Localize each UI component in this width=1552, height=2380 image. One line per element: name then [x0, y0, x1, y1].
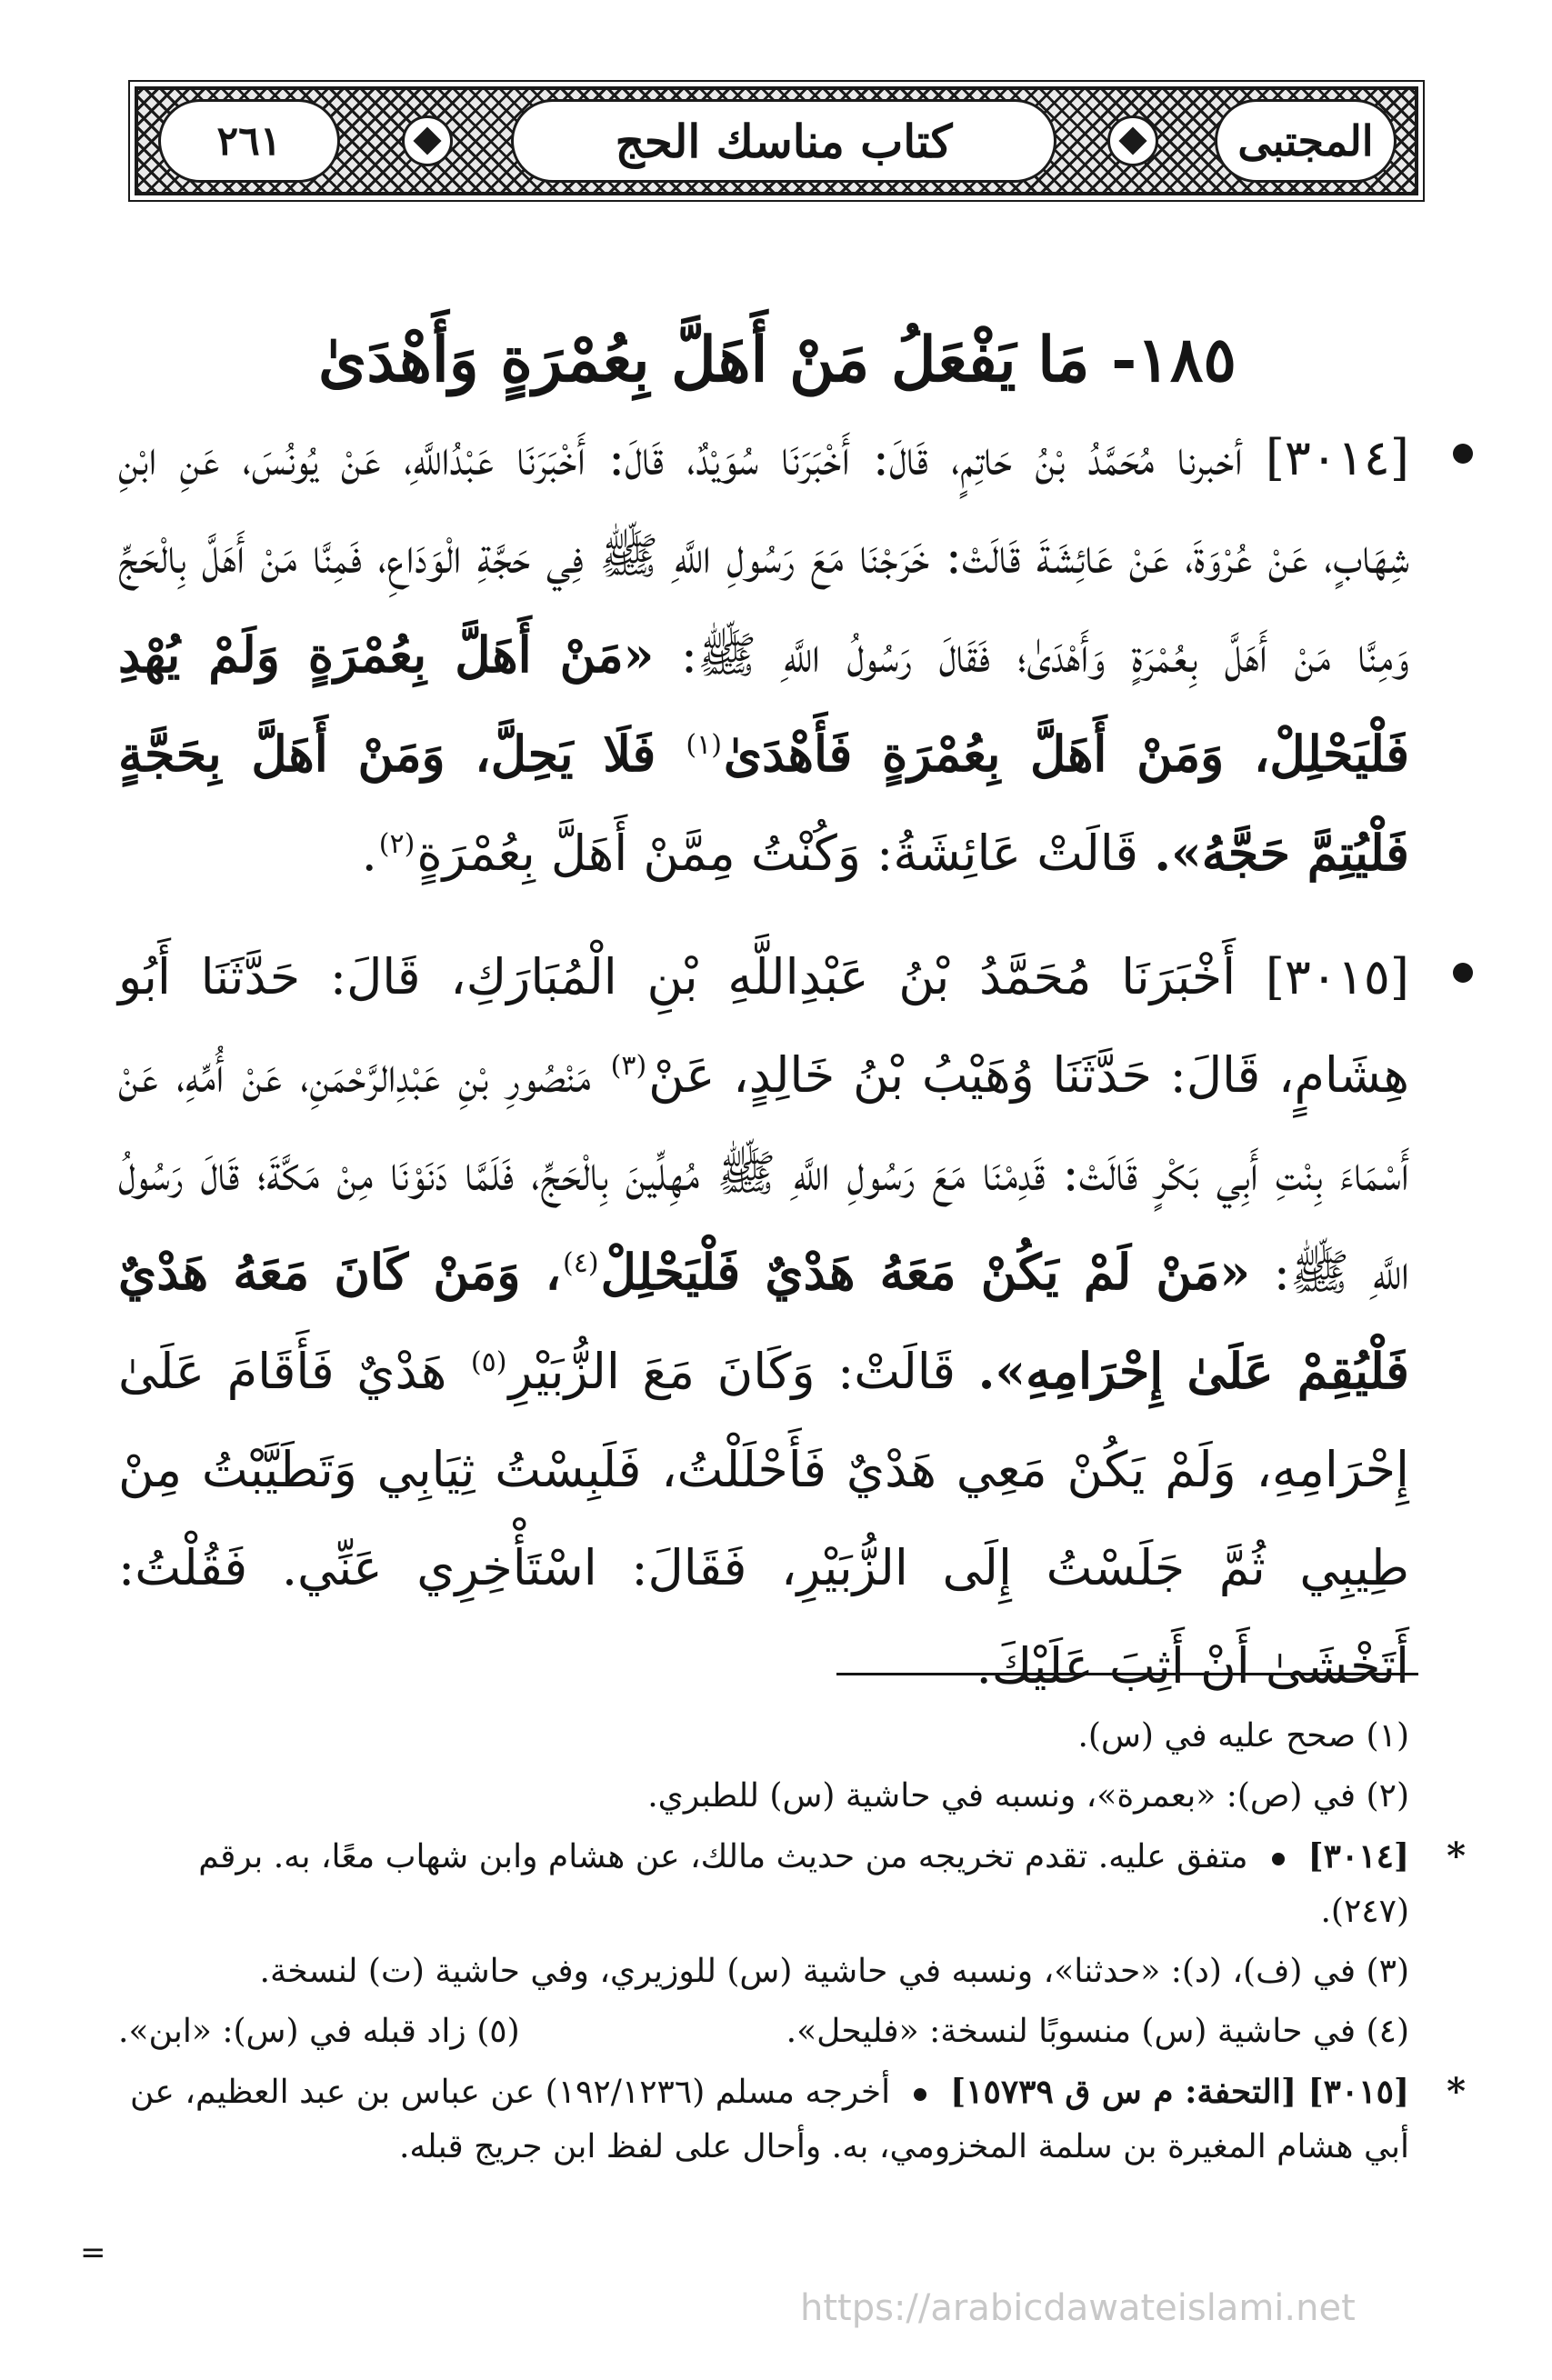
hadith-tail: قَالَتْ عَائِشَةُ: وَكُنْتُ مِمَّنْ أَهَلَّ بِعُمْرَةٍ [416, 825, 1139, 882]
prophetic-quote: فَلَا يَحِلَّ، وَمَنْ أَهَلَّ بِحَجَّةٍ فَلْيُتِمَّ حَجَّهُ». [118, 725, 1409, 882]
watermark-url: https://arabicdawateislami.net [800, 2287, 1356, 2329]
page-number-cartouche [158, 99, 340, 183]
footnote-row [118, 2005, 1409, 2059]
page-number: ٢٦١ [216, 117, 282, 165]
bullet-icon [1453, 444, 1473, 464]
hadith-number: [٣٠١٥] [1265, 948, 1409, 1005]
prophetic-quote: ، وَمَنْ كَانَ مَعَهُ هَدْيٌ فَلْيُقِمْ عَلَىٰ إِحْرَامِهِ». [118, 1243, 1409, 1400]
hadith-isnad: مَنْصُورِ بْنِ عَبْدِالرَّحْمَنِ، عَنْ أُمِّهِ، عَنْ أَسْمَاءَ بِنْتِ أَبِي بَكْرٍ قَالَتْ: قَدِمْنَا مَعَ رَسُولِ اللَّهِ ﷺ مُهِلِّينَ بِالْحَجِّ، فَلَمَّا دَنَوْنَا مِنْ مَكَّةَ؛ قَالَ رَسُولُ اللَّهِ ﷺ: [118, 1046, 1409, 1301]
footnotes [118, 1709, 1466, 2180]
asterisk-icon: * [1447, 2070, 1466, 2113]
takhrij-number: [٣٠١٤] [1307, 1837, 1409, 1875]
footnote-2: (٢) في (ص): «بعمرة»، ونسبه في حاشية (س) للطبري. [647, 1777, 1409, 1815]
asterisk-icon: * [1447, 1835, 1466, 1877]
bullet-icon [914, 2088, 926, 2101]
hadith-number: [٣٠١٤] [1265, 429, 1409, 486]
page-header [135, 86, 1418, 195]
hadith-end: . [361, 825, 377, 882]
prophetic-quote: «مَنْ لَمْ يَكُنْ مَعَهُ هَدْيٌ فَلْيَحْلِلْ [600, 1243, 1251, 1301]
footnote-3: (٣) في (ف)، (د): «حدثنا»، ونسبه في حاشية (س) للوزيري، وفي حاشية (ت) لنسخة. [259, 1953, 1409, 1990]
continuation-mark: = [80, 2235, 106, 2271]
rosette-ornament-icon [1107, 115, 1158, 166]
takhrij-3014 [118, 1829, 1466, 1939]
hadith-text: قَالَتْ: وَكَانَ مَعَ الزُّبَيْرِ [508, 1343, 956, 1400]
bullet-icon [1453, 963, 1473, 983]
hadith-isnad: أخبرنا مُحَمَّدُ بْنُ حَاتِمٍ، قَالَ: أَخْبَرَنَا سُوَيْدٌ، قَالَ: أَخْبَرَنَا عَبْدُاللَّهِ، عَنْ يُونُسَ، عَنِ ابْنِ شِهَابٍ، عَنْ عُرْوَةَ، عَنْ عَائِشَةَ قَالَتْ: خَرَجْنَا مَعَ رَسُولِ اللَّهِ ﷺ فِي حَجَّةِ الْوَدَاعِ، فَمِنَّا مَنْ أَهَلَّ بِالْحَجِّ وَمِنَّا مَنْ أَهَلَّ بِعُمْرَةٍ وَأَهْدَىٰ؛ فَقَالَ رَسُولُ اللَّهِ ﷺ: [118, 429, 1409, 684]
footnote-1: (١) صحح عليه في (س). [1077, 1717, 1409, 1755]
hadith-3015 [118, 928, 1409, 1715]
footnote-4: (٤) في حاشية (س) منسوبًا لنسخة: «فليحل». [786, 2013, 1409, 2050]
hadith-text: هَدْيٌ فَأَقَامَ عَلَىٰ إِحْرَامِهِ، وَلَمْ يَكُنْ مَعِي هَدْيٌ فَأَحْلَلْتُ، فَلَبِسْتُ ثِيَابِي وَتَطَيَّبْتُ مِنْ طِيبِي ثُمَّ جَلَسْتُ إِلَى الزُّبَيْرِ، فَقَالَ: اسْتَأْخِرِي عَنِّي. فَقُلْتُ: أَتَخْشَىٰ أَنْ أَثِبَ عَلَيْكَ. [118, 1343, 1409, 1695]
footnote-5: (٥) زاد قبله في (س): «ابن». [118, 2013, 520, 2050]
footnote-ref[interactable]: (٤) [563, 1247, 599, 1279]
prophetic-quote: «مَنْ أَهَلَّ بِعُمْرَةٍ وَلَمْ يُهْدِ فَلْيَحْلِلْ، وَمَنْ أَهَلَّ بِعُمْرَةٍ فَأَهْدَىٰ [118, 625, 1410, 783]
hadith-isnad: أَخْبَرَنَا مُحَمَّدُ بْنُ عَبْدِاللَّهِ بْنِ الْمُبَارَكِ، قَالَ: حَدَّثَنَا أَبُو هِشَامٍ، قَالَ: حَدَّثَنَا وُهَيْبُ بْنُ خَالِدٍ، عَنْ [118, 948, 1409, 1104]
takhrij-text: أخرجه مسلم (١٩٢/١٢٣٦) عن عباس بن عبد العظيم، عن أبي هشام المغيرة بن سلمة المخزومي، به. وأحال على لفظ ابن جريج قبله. [130, 2074, 1409, 2165]
footnote-divider [836, 1673, 1418, 1675]
footnote-ref[interactable]: (١) [686, 729, 722, 761]
footnote-ref[interactable]: (٢) [378, 828, 416, 860]
takhrij-number: [٣٠١٥] [التحفة: م س ق ١٥٧٣٩] [950, 2073, 1409, 2111]
hadith-3014 [118, 409, 1409, 903]
footnote-ref[interactable]: (٥) [470, 1346, 507, 1378]
section-title: كتاب مناسك الحج [615, 114, 953, 168]
takhrij-text: متفق عليه. تقدم تخريجه من حديث مالك، عن هشام وابن شهاب معًا، به. برقم (٢٤٧). [198, 1838, 1409, 1930]
chapter-title: ١٨٥- مَا يَفْعَلُ مَنْ أَهَلَّ بِعُمْرَةٍ وَأَهْدَىٰ [318, 323, 1237, 396]
rosette-ornament-icon [402, 115, 453, 166]
main-text [118, 409, 1409, 1741]
takhrij-3015 [118, 2065, 1466, 2175]
book-name: المجتبى [1237, 116, 1374, 165]
book-name-cartouche [1215, 99, 1397, 183]
bullet-icon [1272, 1853, 1285, 1865]
section-title-cartouche [511, 99, 1056, 183]
footnote-ref[interactable]: (٣) [610, 1050, 647, 1082]
